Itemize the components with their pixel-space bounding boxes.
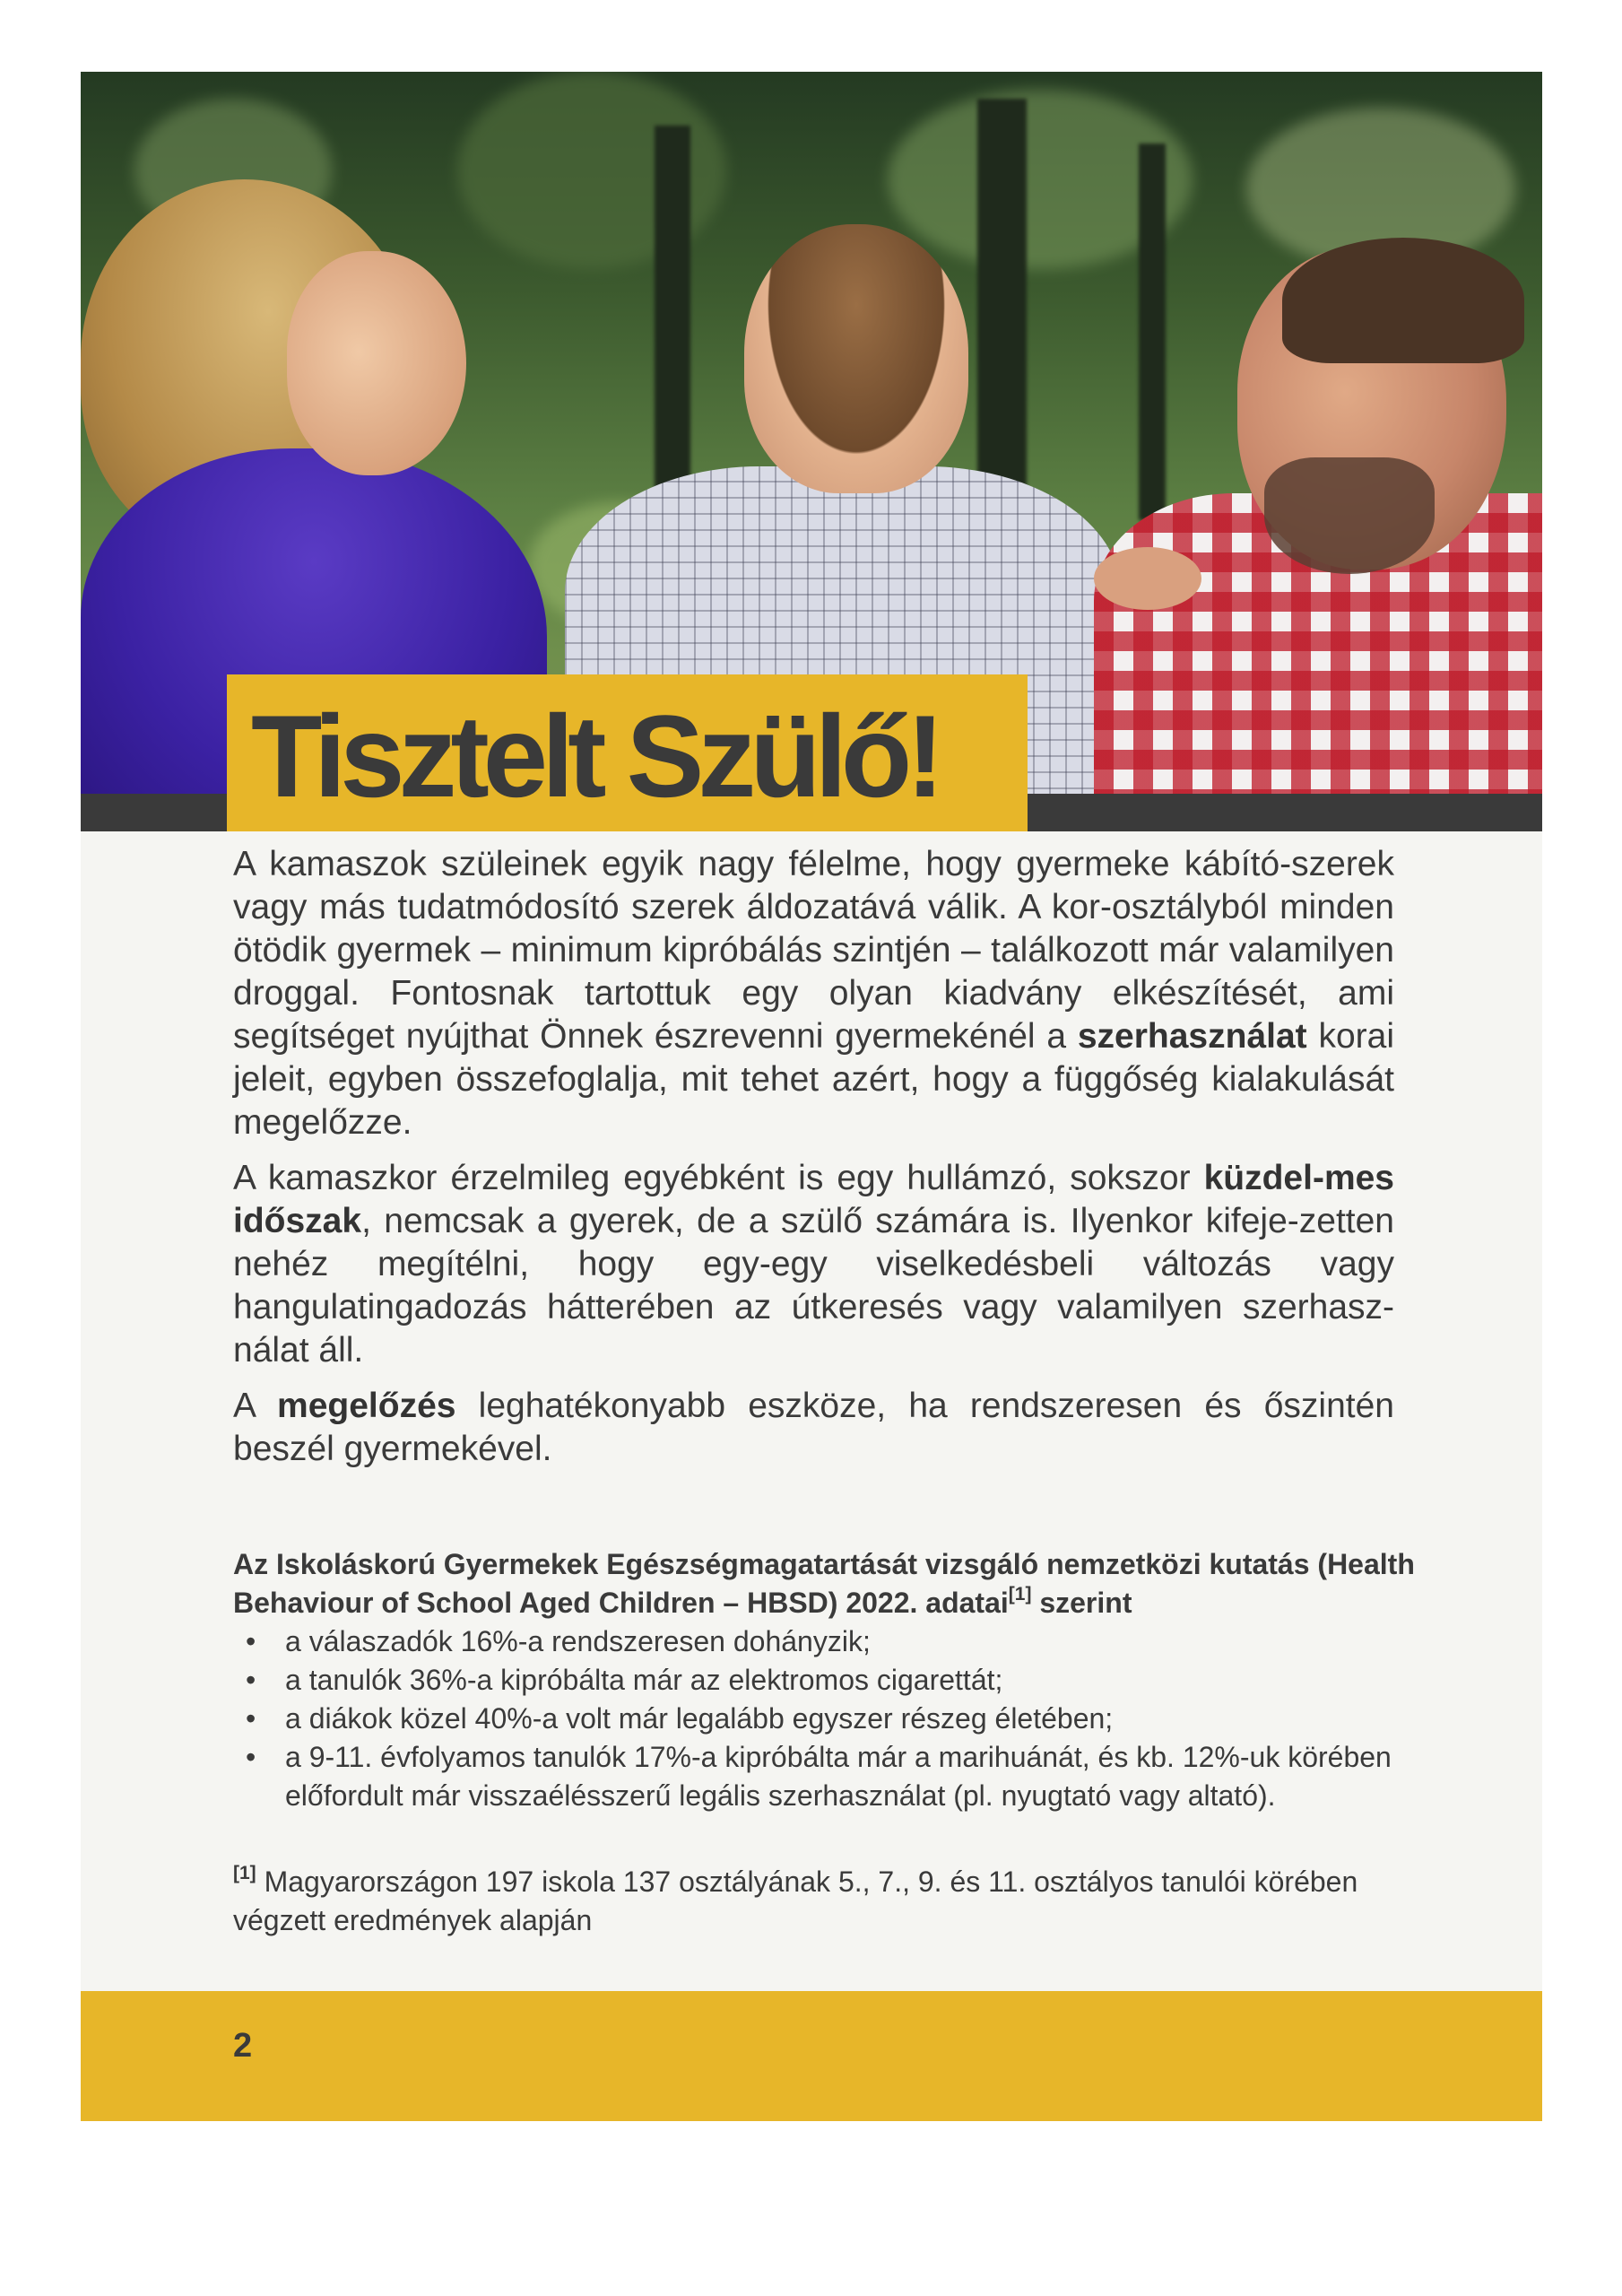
intro-text-run: A bbox=[233, 1387, 278, 1425]
bullet-icon: • bbox=[246, 1664, 256, 1696]
list-item bbox=[233, 1700, 1417, 1738]
list-item-text: a diákok közel 40%-a volt már legalább egyszer részeg életében; bbox=[285, 1702, 1114, 1735]
intro-paragraph bbox=[233, 1157, 1394, 1372]
stats-list bbox=[233, 1622, 1417, 1815]
intro-paragraph bbox=[233, 843, 1394, 1144]
stats-heading-tail: szerint bbox=[1031, 1587, 1132, 1619]
footnote bbox=[233, 1863, 1426, 1940]
intro-text bbox=[233, 843, 1394, 1483]
page-number: 2 bbox=[233, 2027, 253, 2065]
list-item-text: a válaszadók 16%-a rendszeresen dohányzik; bbox=[285, 1625, 871, 1657]
bullet-icon: • bbox=[246, 1625, 256, 1657]
stats-heading bbox=[233, 1545, 1417, 1622]
footnote-ref: [1] bbox=[1008, 1584, 1032, 1605]
man-figure-beard bbox=[1264, 457, 1435, 574]
footnote-marker: [1] bbox=[233, 1863, 256, 1884]
man-figure-hair bbox=[1282, 238, 1524, 363]
intro-text-run: A kamaszok szüleinek egyik nagy félelme, hogy gyermeke kábító-szerek vagy más tudatmódosító szerek áldozatává válik. A kor-osztályból minden ötödik gyermek – minimum kipróbálás szintjén – találkozott már valamilyen droggal. Fontosnak tartottuk egy olyan kiadvány elkészítését, ami segítséget nyújthat Önnek észrevenni gyermekénél a bbox=[233, 845, 1394, 1056]
emphasis: megelőzés bbox=[277, 1387, 456, 1425]
woman-figure-face bbox=[287, 251, 466, 475]
list-item-text: a tanulók 36%-a kipróbálta már az elektromos cigarettát; bbox=[285, 1664, 1003, 1696]
list-item bbox=[233, 1661, 1417, 1700]
intro-text-run: A kamaszkor érzelmileg egyébként is egy hullámzó, sokszor bbox=[233, 1159, 1204, 1197]
bullet-icon: • bbox=[246, 1741, 256, 1773]
page-title: Tisztelt Szülő! bbox=[251, 691, 939, 822]
intro-text-run: leghatékonyabb eszköze, ha rendszeresen és őszintén beszél gyermekével. bbox=[233, 1387, 1394, 1468]
stats-section bbox=[233, 1545, 1417, 1815]
emphasis: küzdel-mes időszak bbox=[233, 1159, 1394, 1240]
intro-text-run: korai jeleit, egyben összefoglalja, mit tehet azért, hogy a függőség kialakulását megelőzze. bbox=[233, 1017, 1394, 1142]
list-item bbox=[233, 1622, 1417, 1661]
teen-figure-head bbox=[744, 224, 968, 493]
hand-on-shoulder bbox=[1094, 547, 1201, 610]
list-item-text: a 9-11. évfolyamos tanulók 17%-a kipróbálta már a marihuánát, és kb. 12%-uk körében előfordult már visszaélésszerű legális szerhasználat (pl. nyugtató vagy altató). bbox=[285, 1741, 1392, 1812]
bullet-icon: • bbox=[246, 1702, 256, 1735]
emphasis: szerhasználat bbox=[1077, 1017, 1307, 1056]
footer-bar bbox=[81, 1991, 1542, 2121]
intro-text-run: , nemcsak a gyerek, de a szülő számára is. Ilyenkor kifeje-zetten nehéz megítélni, hogy egy-egy viselkedésbeli változás vagy hangulatingadozás hátterében az útkeresés vagy valamilyen szerhasz-nálat áll. bbox=[233, 1202, 1394, 1370]
intro-paragraph bbox=[233, 1385, 1394, 1471]
stats-heading-text: Az Iskoláskorú Gyermekek Egészségmagatartását vizsgáló nemzetközi kutatás (Health Behaviour of School Aged Children – HBSD) 2022. adatai bbox=[233, 1548, 1415, 1619]
footnote-text: Magyarországon 197 iskola 137 osztályának 5., 7., 9. és 11. osztályos tanulói körében végzett eredmények alapján bbox=[233, 1866, 1358, 1936]
list-item bbox=[233, 1738, 1417, 1815]
